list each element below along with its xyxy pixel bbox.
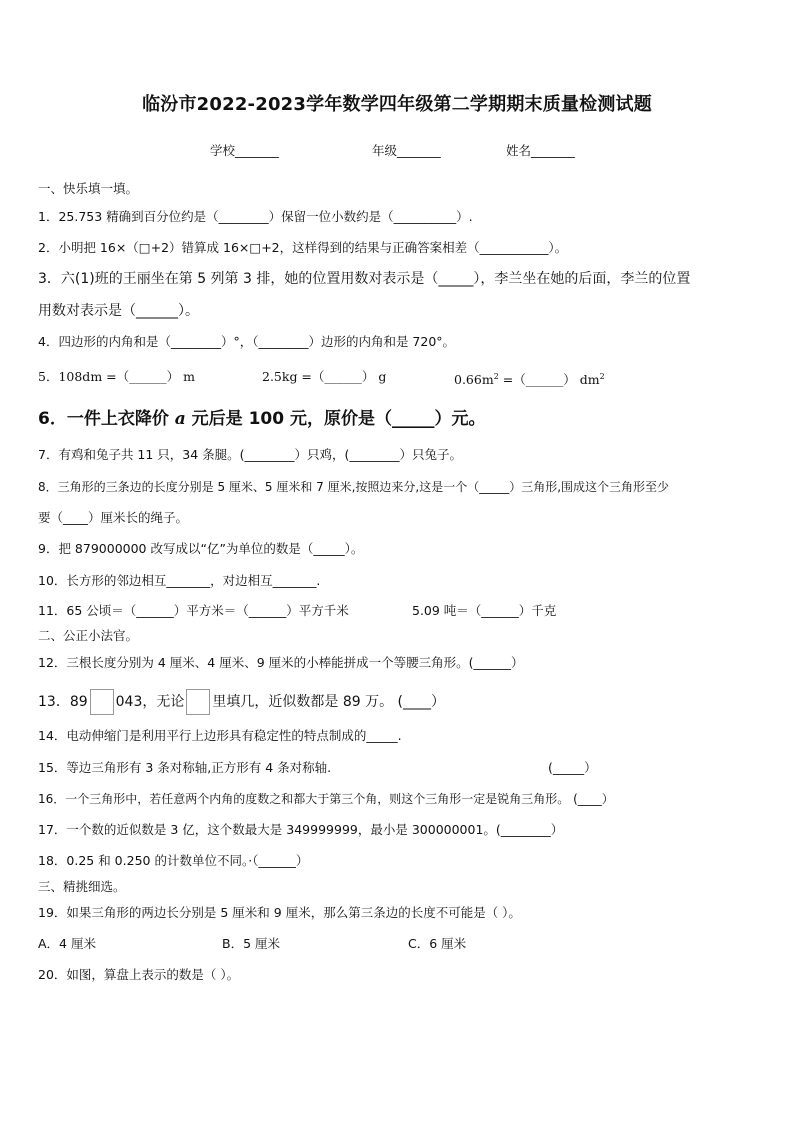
question-5-part-b: 2.5kg =（______） g (262, 369, 387, 384)
question-15-answer: (_____） (548, 760, 597, 775)
question-3-line-1: 3．六(1)班的王丽坐在第 5 列第 3 排，她的位置用数对表示是（_____），李兰坐在她的后面，李兰的位置 (38, 271, 691, 287)
question-5 (38, 369, 758, 387)
question-11-part-b: 5.09 吨＝（______）千克 (412, 603, 557, 618)
question-10: 10．长方形的邻边相互_______，对边相互_______. (38, 573, 321, 588)
question-18: 18．0.25 和 0.250 的计数单位不同。·（______） (38, 853, 309, 868)
question-8-line-2: 要（____）厘米长的绳子。 (38, 510, 189, 525)
option-c: C．6 厘米 (408, 936, 467, 951)
question-11 (38, 603, 758, 621)
option-b: B．5 厘米 (222, 936, 281, 951)
question-19-options (38, 936, 758, 954)
question-8-line-1: 8．三角形的三条边的长度分别是 5 厘米、5 厘米和 7 厘米,按照边来分,这是一个（_____）三角形,围成这个三角形至少 (38, 480, 670, 494)
question-6: 6．一件上衣降价 a 元后是 100 元，原价是（_____）元。 (38, 409, 486, 429)
blank-box (186, 689, 210, 715)
grade-field: 年级_______ (372, 143, 441, 158)
question-16: 16．一个三角形中，若任意两个内角的度数之和都大于第三个角，则这个三角形一定是锐角三角形。 (____） (38, 792, 614, 806)
question-17: 17．一个数的近似数是 3 亿，这个数最大是 349999999，最小是 300000001。(________） (38, 822, 564, 837)
question-2: 2．小明把 16×（□+2）错算成 16×□+2，这样得到的结果与正确答案相差（___________）。 (38, 240, 568, 255)
question-14: 14．电动伸缩门是利用平行上边形具有稳定性的特点制成的_____. (38, 728, 402, 743)
question-11-part-a: 11．65 公顷＝（______）平方米＝（______）平方千米 (38, 603, 349, 618)
question-20: 20．如图，算盘上表示的数是（ ）。 (38, 967, 240, 982)
section-heading-3: 三、精挑细选。 (38, 879, 126, 894)
question-1: 1．25.753 精确到百分位约是（________）保留一位小数约是（__________）. (38, 209, 473, 224)
question-5-part-a: 5．108dm =（______） m (38, 369, 195, 384)
question-7: 7．有鸡和兔子共 11 只，34 条腿。(________）只鸡，(________）只兔子。 (38, 447, 462, 462)
blank-box (90, 689, 114, 715)
section-heading-1: 一、快乐填一填。 (38, 181, 139, 196)
question-9: 9．把 879000000 改写成以“亿”为单位的数是（_____）。 (38, 541, 364, 556)
question-13: 13．89 043，无论 里填几，近似数都是 89 万。 (____） (38, 689, 445, 715)
question-19: 19．如果三角形的两边长分别是 5 厘米和 9 厘米，那么第三条边的长度不可能是（ ）。 (38, 905, 521, 920)
option-a: A．4 厘米 (38, 936, 96, 951)
question-15: 15．等边三角形有 3 条对称轴,正方形有 4 条对称轴. (38, 760, 332, 775)
name-field: 姓名_______ (506, 143, 575, 158)
page-title: 临汾市2022-2023学年数学四年级第二学期期末质量检测试题 (142, 94, 652, 115)
question-3-line-2: 用数对表示是（______）。 (38, 303, 199, 319)
question-12: 12．三根长度分别为 4 厘米、4 厘米、9 厘米的小棒能拼成一个等腰三角形。(______） (38, 655, 524, 670)
section-heading-2: 二、公正小法官。 (38, 628, 139, 643)
question-5-part-c: $0.66m^2$ =（______） $dm^2$ (454, 372, 605, 388)
question-4: 4．四边形的内角和是（________）°，（________）边形的内角和是 720°。 (38, 334, 456, 349)
school-field: 学校_______ (210, 143, 279, 158)
